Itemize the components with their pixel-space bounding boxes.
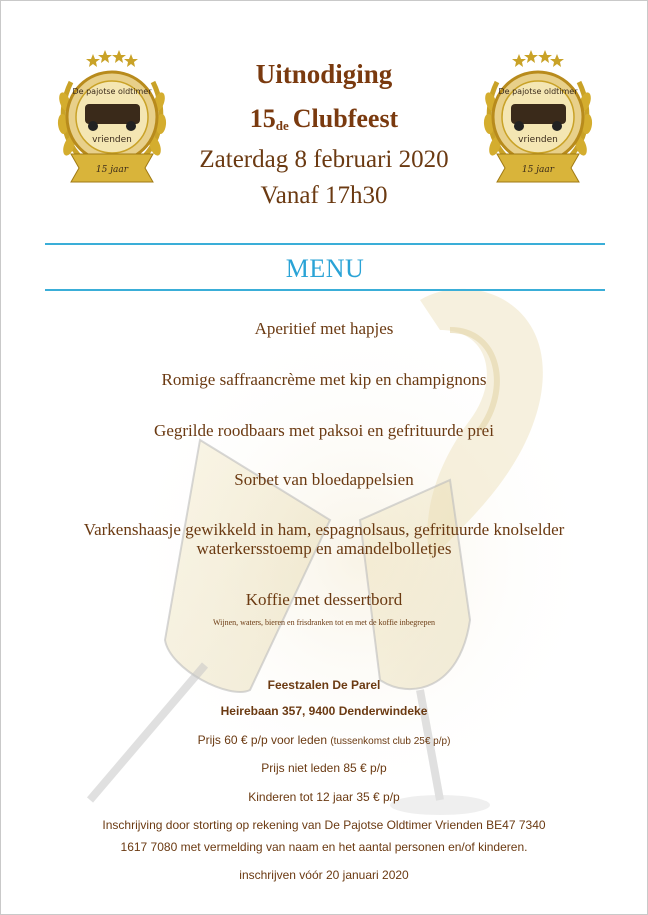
menu-dish: waterkersstoemp en amandelbolletjes <box>196 539 452 558</box>
club-logo-right <box>467 42 609 190</box>
menu-dish: Romige saffraancrème met kip en champignons <box>161 370 487 389</box>
menu-dish: Varkenshaasje gewikkeld in ham, espagnolsaus, gefrituurde knolselder <box>83 520 565 539</box>
subtitle-suffix: de <box>275 118 289 133</box>
menu-divider-bottom <box>45 289 605 291</box>
logo-top-text: De pajotse oldtimer <box>72 87 152 96</box>
venue-name: Feestzalen De Parel <box>267 678 381 692</box>
price-members-text: Prijs 60 € p/p voor leden <box>197 733 327 747</box>
club-logo-left <box>41 42 183 190</box>
registration-line-1: Inschrijving door storting op rekening van De Pajotse Oldtimer Vrienden BE47 7340 <box>102 818 546 832</box>
event-date: Zaterdag 8 februari 2020 <box>199 146 449 173</box>
venue-address: Heirebaan 357, 9400 Denderwindeke <box>220 704 428 718</box>
event-subtitle <box>180 104 468 134</box>
menu-dish: Sorbet van bloedappelsien <box>234 470 414 489</box>
logo-bottom-text: vrienden <box>92 135 132 145</box>
menu-dish: Koffie met dessertbord <box>245 590 403 609</box>
price-members <box>20 729 628 753</box>
menu-dish: Gegrilde roodbaars met paksoi en gefrituurde prei <box>154 421 494 440</box>
registration-deadline: inschrijven vóór 20 januari 2020 <box>239 868 409 882</box>
menu-title: MENU <box>285 254 365 283</box>
registration-line-2: 1617 7080 met vermelding van naam en het aantal personen en/of kinderen. <box>120 840 528 854</box>
subtitle-number: 15 <box>249 104 276 133</box>
event-time: Vanaf 17h30 <box>260 182 388 209</box>
price-members-note: (tussenkomst club 25€ p/p) <box>330 736 451 747</box>
price-non-members: Prijs niet leden 85 € p/p <box>261 761 387 775</box>
logo-top-text: De pajotse oldtimer <box>498 87 578 96</box>
subtitle-text: Clubfeest <box>292 104 399 133</box>
menu-divider-top <box>45 243 605 245</box>
drinks-note: Wijnen, waters, bieren en frisdranken tot en met de koffie inbegrepen <box>212 618 436 627</box>
invitation-title: Uitnodiging <box>255 59 393 89</box>
logo-ribbon-text: 15 jaar <box>95 165 129 175</box>
menu-dish: Aperitief met hapjes <box>254 319 394 338</box>
price-children: Kinderen tot 12 jaar 35 € p/p <box>248 790 400 804</box>
logo-bottom-text: vrienden <box>518 135 558 145</box>
logo-ribbon-text: 15 jaar <box>521 165 555 175</box>
